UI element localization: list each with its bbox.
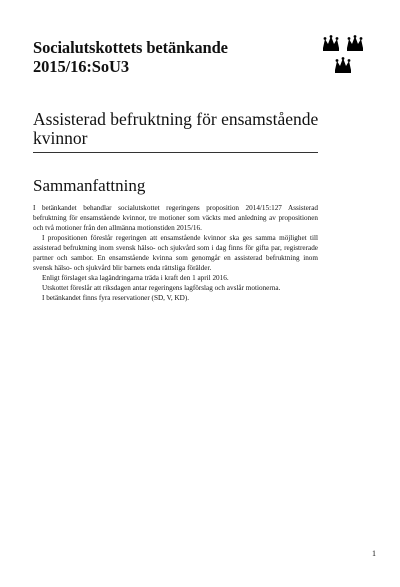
title-divider [33,152,318,153]
paragraph: I betänkandet behandlar socialutskottet regeringens proposition 2014/15:127 Assisterad befruktning för ensamstående kvinnor, tre motioner som väckts med anledning av propositionen och två motioner från den allmänna motionstiden 2015/16. [33,204,318,232]
paragraph: I betänkandet finns fyra reservationer (SD, V, KD). [42,294,190,302]
committee-name: Socialutskottets betänkande [33,38,228,57]
document-header [33,38,228,76]
crown-icon [323,35,339,51]
report-id: 2015/16:SoU3 [33,57,129,76]
paragraph: I propositionen föreslår regeringen att ensamstående kvinnor ska ges samma möjlighet till assisterad befruktning inom svensk hälso- och sjukvård som i dag finns för gifta par, registrerade partner och sambor. En ensamstående kvinna som genomgår en assisterad befruktning inom svensk hälso- och sjukvård blir barnets enda rättsliga förälder. [33,234,318,272]
section-heading: Sammanfattning [33,176,146,195]
document-title: Assisterad befruktning för ensamstående kvinnor [33,109,319,148]
paragraph: Enligt förslaget ska lagändringarna träda i kraft den 1 april 2016. [42,274,229,282]
three-crowns-icon [320,34,370,76]
crown-icon [347,35,363,51]
page-number: 1 [372,549,376,558]
paragraph: Utskottet föreslår att riksdagen antar regeringens lagförslag och avslår motionerna. [42,284,281,292]
summary-body [33,203,318,303]
crown-icon [335,57,351,73]
